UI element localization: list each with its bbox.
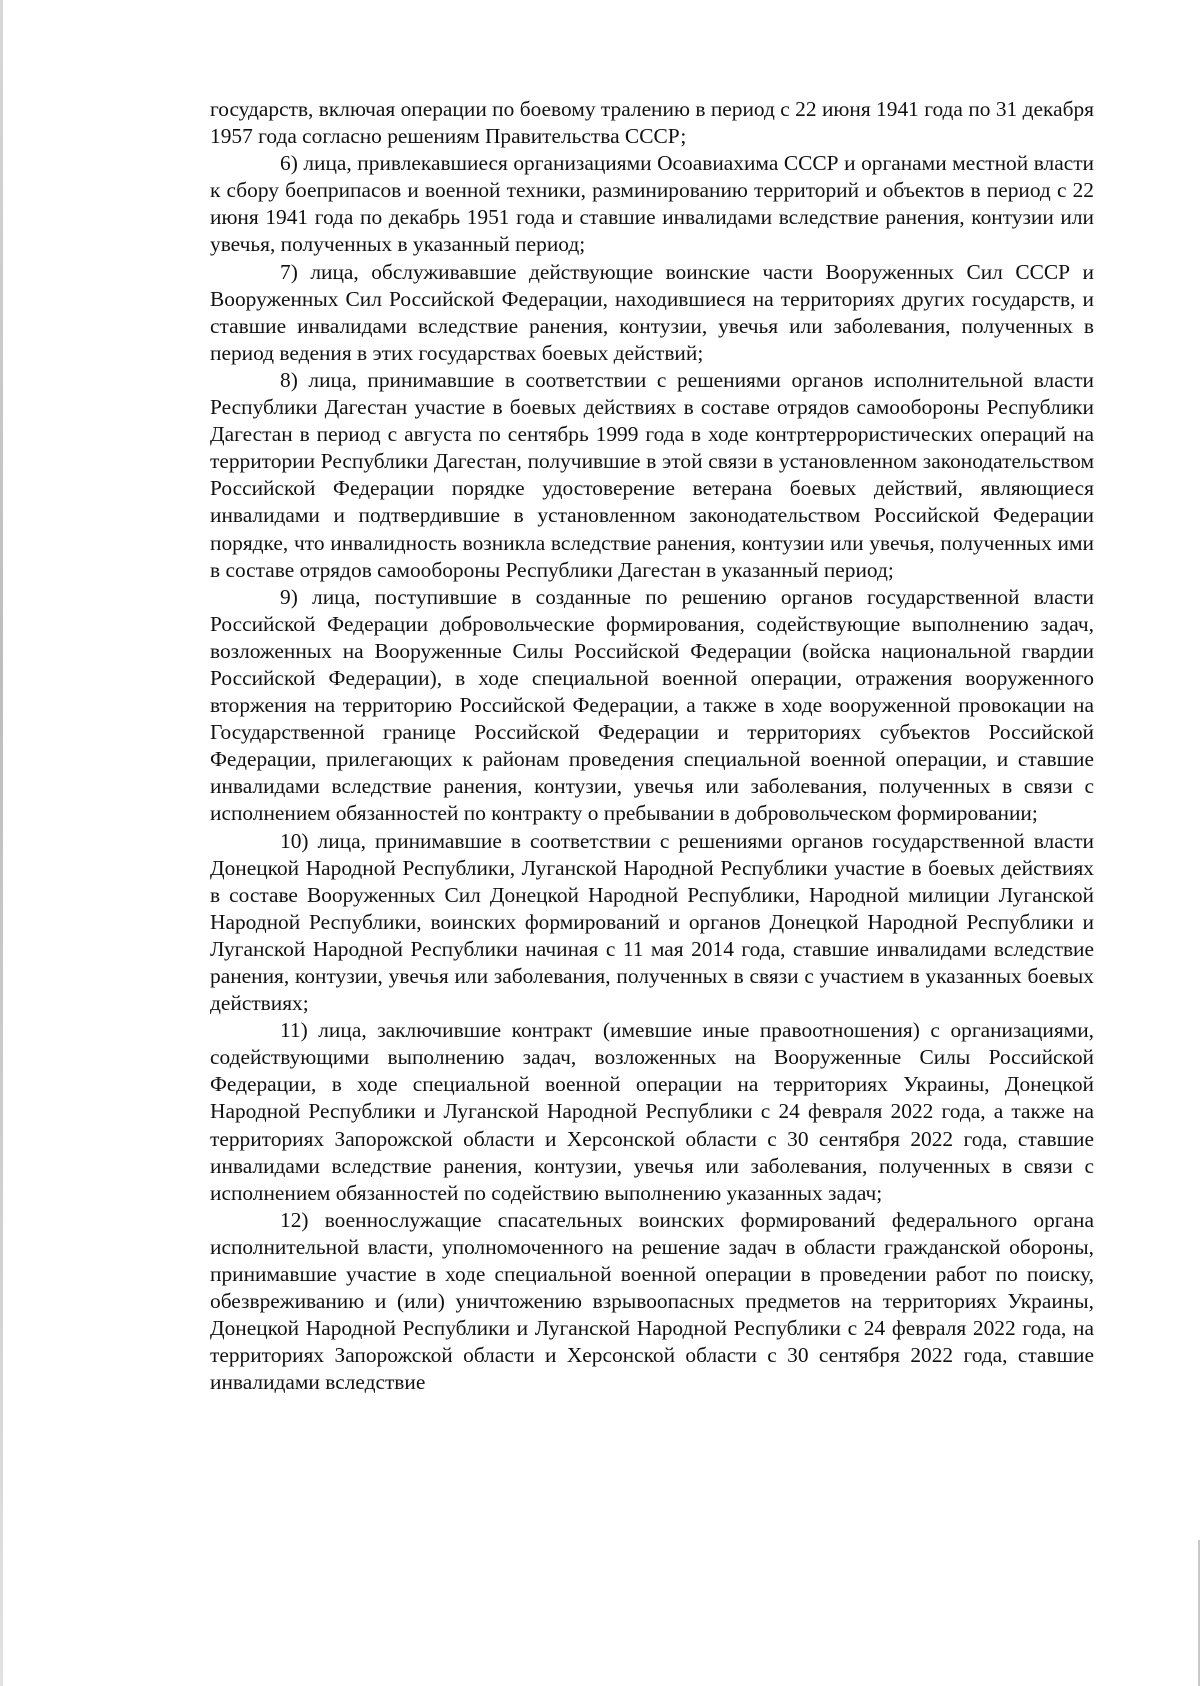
document-body: [210, 96, 1094, 1397]
paragraph-continuation: государств, включая операции по боевому тралению в период с 22 июня 1941 года по 31 декабря 1957 года согласно решениям Правительства СССР;: [210, 97, 1094, 149]
paragraph-item-7: 7) лица, обслуживавшие действующие воинские части Вооруженных Сил СССР и Вооруженных Сил Российской Федерации, находившиеся на территориях других государств, и ставшие инвалидами вследствие ранения, контузии, увечья или заболевания, полученных в период ведения в этих государствах боевых действий;: [210, 259, 1094, 365]
scan-edge-left: [0, 0, 3, 1686]
paragraph-item-8: 8) лица, принимавшие в соответствии с решениями органов исполнительной власти Республики Дагестан участие в боевых действиях в составе отрядов самообороны Республики Дагестан в период с августа по сентябрь 1999 года в ходе контртеррористических операций на территории Республики Дагестан, получившие в этой связи в установленном законодательством Российской Федерации порядке удостоверение ветерана боевых действий, являющиеся инвалидами и подтвердившие в установленном законодательством Российской Федерации порядке, что инвалидность возникла вследствие ранения, контузии или увечья, полученных ими в составе отрядов самообороны Республики Дагестан в указанный период;: [210, 367, 1094, 582]
paragraph-item-6: 6) лица, привлекавшиеся организациями Осоавиахима СССР и органами местной власти к сбору боеприпасов и военной техники, разминированию территорий и объектов в период с 22 июня 1941 года по декабрь 1951 года и ставшие инвалидами вследствие ранения, контузии или увечья, полученных в указанный период;: [210, 151, 1094, 257]
paragraph-item-11: 11) лица, заключившие контракт (имевшие иные правоотношения) с организациями, содействующими выполнению задач, возложенных на Вооруженные Силы Российской Федерации, в ходе специальной военной операции на территориях Украины, Донецкой Народной Республики и Луганской Народной Республики с 24 февраля 2022 года, а также на территориях Запорожской области и Херсонской области с 30 сентября 2022 года, ставшие инвалидами вследствие ранения, контузии, увечья или заболевания, полученных в связи с исполнением обязанностей по содействию выполнению указанных задач;: [210, 1018, 1094, 1205]
paragraph-item-10: 10) лица, принимавшие в соответствии с решениями органов государственной власти Донецкой Народной Республики, Луганской Народной Республики участие в боевых действиях в составе Вооруженных Сил Донецкой Народной Республики, Народной милиции Луганской Народной Республики, воинских формирований и органов Донецкой Народной Республики и Луганской Народной Республики начиная с 11 мая 2014 года, ставшие инвалидами вследствие ранения, контузии, увечья или заболевания, полученных в связи с участием в указанных боевых действиях;: [210, 828, 1094, 1016]
paragraph-item-12: 12) военнослужащие спасательных воинских формирований федерального органа исполнительной власти, уполномоченного на решение задач в области гражданской обороны, принимавшие участие в ходе специальной военной операции в проведении работ по поиску, обезвреживанию и (или) уничтожению взрывоопасных предметов на территориях Украины, Донецкой Народной Республики и Луганской Народной Республики с 24 февраля 2022 года, на территориях Запорожской области и Херсонской области с 30 сентября 2022 года, ставшие инвалидами вследствие: [210, 1207, 1094, 1395]
paragraph-item-9: 9) лица, поступившие в созданные по решению органов государственной власти Российской Федерации добровольческие формирования, содействующие выполнению задач, возложенных на Вооруженные Силы Российской Федерации (войска национальной гвардии Российской Федерации), в ходе специальной военной операции, отражения вооруженного вторжения на территорию Российской Федерации, а также в ходе вооруженной провокации на Государственной границе Российской Федерации и территориях субъектов Российской Федерации, прилегающих к районам проведения специальной военной операции, и ставшие инвалидами вследствие ранения, контузии, увечья или заболевания, полученных в связи с исполнением обязанностей по контракту о пребывании в добровольческом формировании;: [210, 584, 1094, 826]
